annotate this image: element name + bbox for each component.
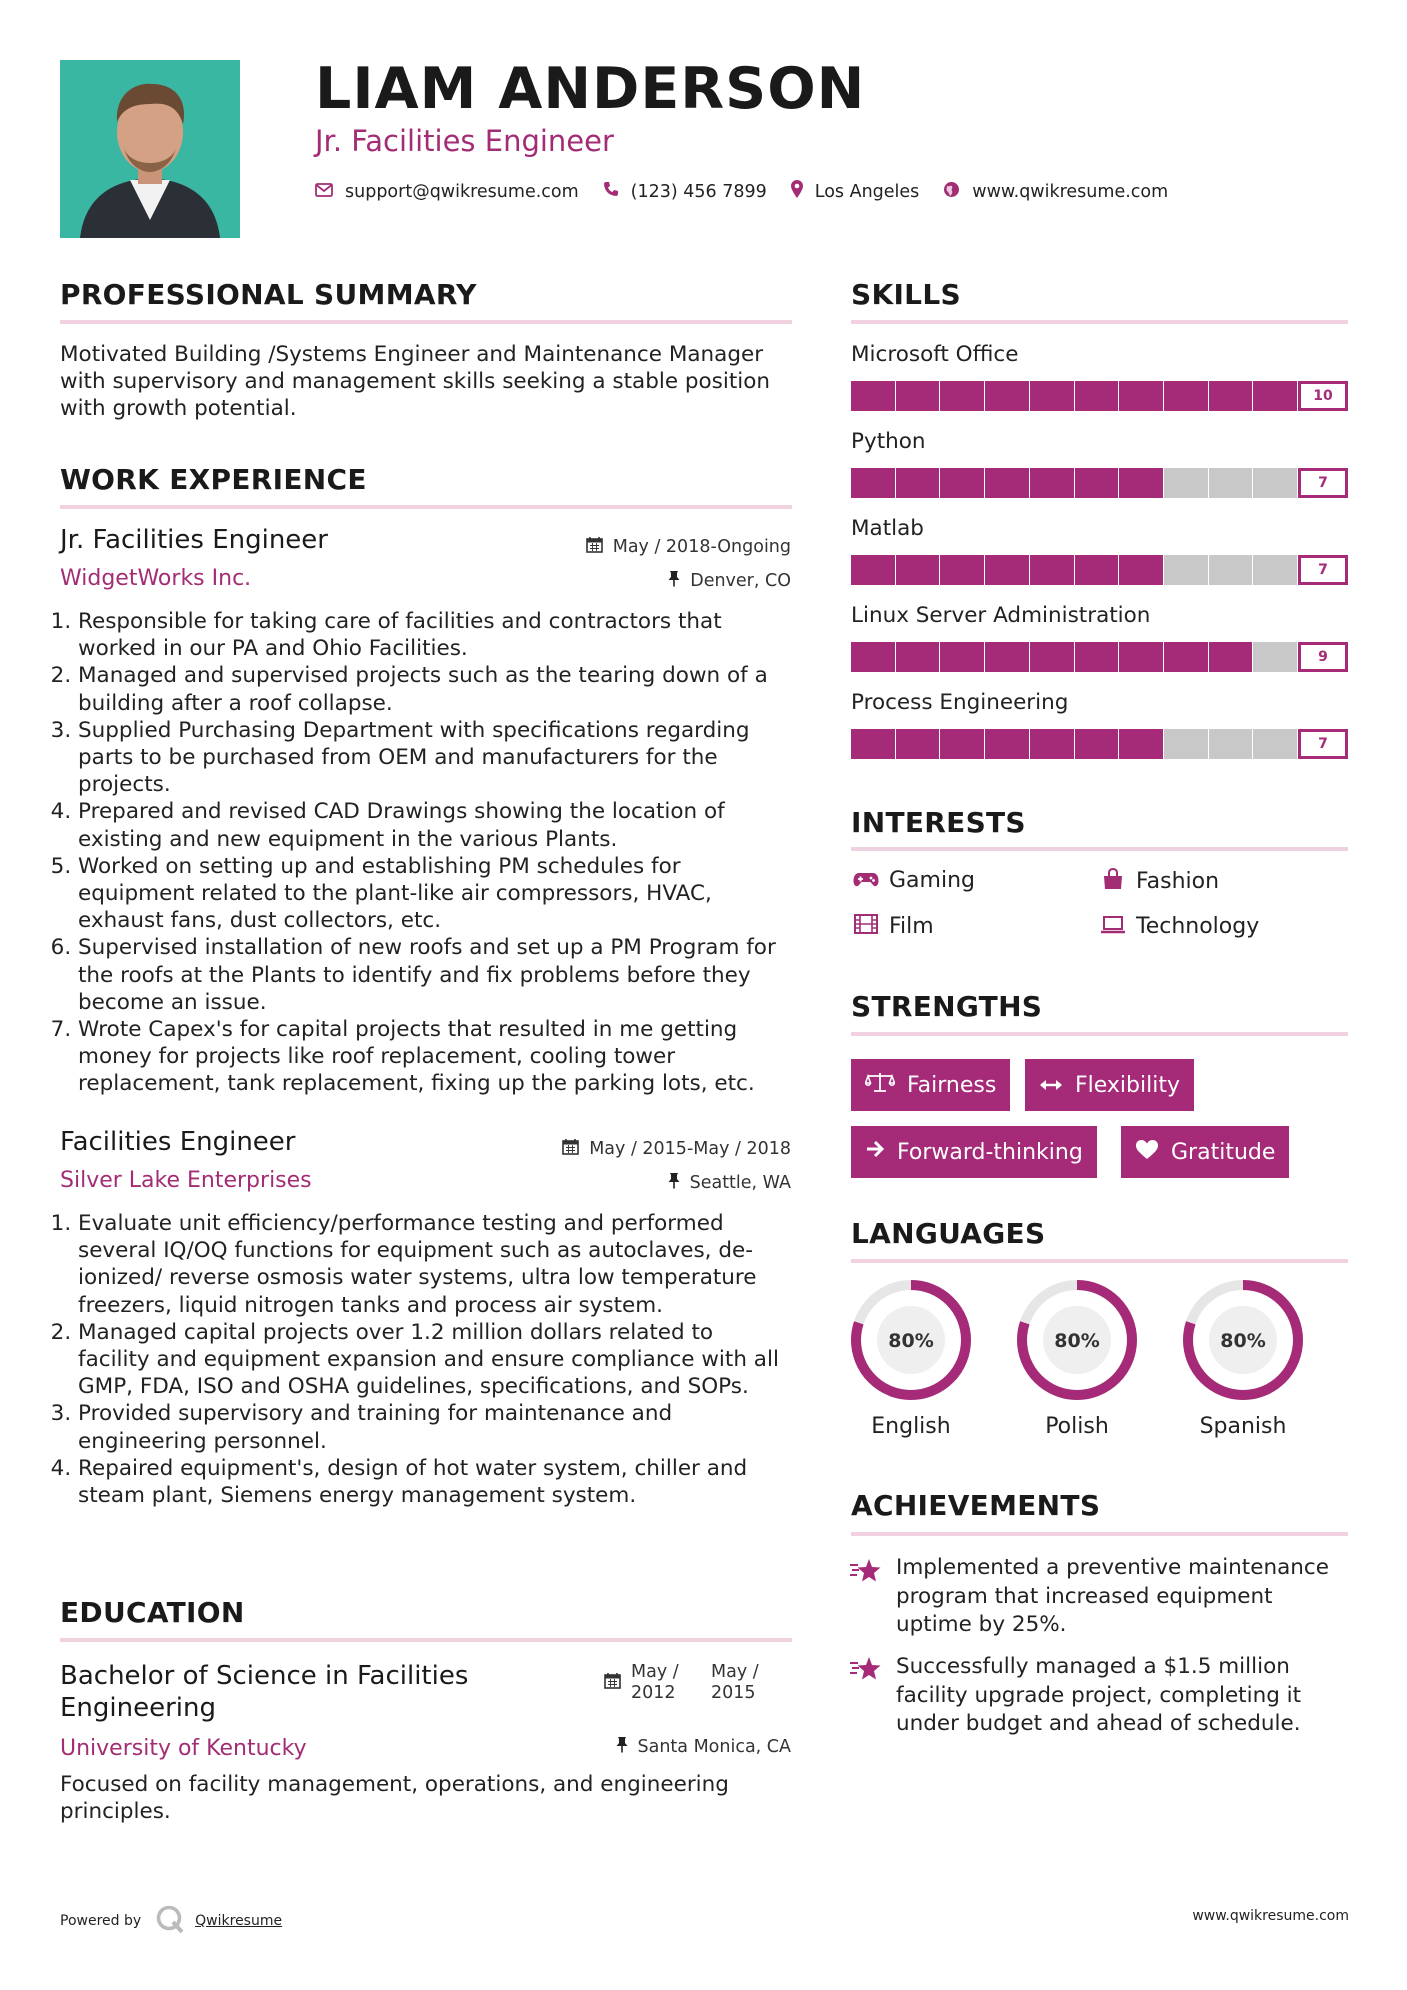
skill-bar-segment bbox=[985, 468, 1029, 498]
job-duties-list bbox=[60, 1210, 788, 1509]
skill-level-value: 9 bbox=[1298, 642, 1348, 672]
skill-bar-segment bbox=[1075, 555, 1119, 585]
education-heading: EDUCATION bbox=[60, 1596, 245, 1629]
degree-title: Bachelor of Science in Facilities Engineering bbox=[60, 1661, 469, 1723]
skill-bar-segment bbox=[1253, 642, 1297, 672]
laptop-icon bbox=[1098, 915, 1128, 939]
experience-heading: WORK EXPERIENCE bbox=[60, 463, 367, 496]
education-start-month: May / bbox=[631, 1662, 679, 1682]
skill-bar-segment bbox=[1209, 468, 1253, 498]
skill-bar-segment bbox=[1119, 729, 1163, 759]
duty-item: 4. Prepared and revised CAD Drawings showing the location of existing and new equipment in the various Plants. bbox=[78, 798, 788, 852]
skill-level-value: 7 bbox=[1298, 729, 1348, 759]
skill-bar-segment bbox=[1075, 729, 1119, 759]
duty-item: 3. Provided supervisory and training for maintenance and engineering personnel. bbox=[78, 1400, 788, 1454]
duty-item: 7. Wrote Capex's for capital projects that resulted in me getting money for projects like roof replacement, cooling tower replacement, tank replacement, fixing up the parking lots, etc. bbox=[78, 1016, 788, 1098]
candidate-name: LIAM ANDERSON bbox=[315, 56, 866, 122]
job-location-text: Denver, CO bbox=[690, 571, 791, 591]
skill-level-bar bbox=[851, 381, 1348, 411]
interest-label: Technology bbox=[1136, 914, 1260, 939]
skill-bar-segment bbox=[1075, 468, 1119, 498]
language-progress-ring bbox=[849, 1278, 973, 1402]
skill-bar-segment bbox=[896, 468, 940, 498]
summary-text: Motivated Building /Systems Engineer and Maintenance Manager with supervisory and management skills seeking a stable position with growth potential. bbox=[60, 342, 771, 421]
contact-email[interactable]: support@qwikresume.com bbox=[345, 181, 579, 202]
skill-level-bar bbox=[851, 468, 1348, 498]
skill-bar-segment bbox=[940, 555, 984, 585]
phone-icon bbox=[603, 181, 619, 202]
skill-bar-segment bbox=[1030, 381, 1074, 411]
language-progress-ring bbox=[1015, 1278, 1139, 1402]
trophy-star-icon bbox=[849, 1655, 883, 1687]
job-title: Jr. Facilities Engineer bbox=[60, 525, 328, 555]
skill-bar-segment bbox=[1164, 468, 1208, 498]
skill-bar-segment bbox=[1253, 381, 1297, 411]
strength-label: Flexibility bbox=[1075, 1072, 1180, 1098]
strength-tag-forward-thinking bbox=[851, 1126, 1097, 1178]
pushpin-icon bbox=[616, 1736, 628, 1758]
strengths-divider bbox=[851, 1032, 1348, 1036]
contact-website[interactable]: www.qwikresume.com bbox=[972, 181, 1169, 202]
pushpin-icon bbox=[668, 570, 680, 592]
calendar-icon bbox=[562, 1138, 579, 1160]
envelope-icon bbox=[315, 181, 333, 202]
job-location bbox=[668, 1172, 791, 1194]
job-dates-text: May / 2015-May / 2018 bbox=[589, 1139, 791, 1159]
skills-divider bbox=[851, 320, 1348, 324]
education-location bbox=[616, 1736, 792, 1758]
interests-divider bbox=[851, 847, 1348, 851]
skill-level-value: 7 bbox=[1298, 555, 1348, 585]
person-portrait-icon bbox=[60, 60, 240, 238]
company-name: Silver Lake Enterprises bbox=[60, 1168, 312, 1193]
education-description: Focused on facility management, operations, and engineering principles. bbox=[60, 1772, 729, 1824]
skill-bar-segment bbox=[896, 642, 940, 672]
interest-item-fashion bbox=[1098, 868, 1219, 895]
skill-bar-segment bbox=[1253, 555, 1297, 585]
calendar-icon bbox=[586, 536, 603, 558]
company-name: WidgetWorks Inc. bbox=[60, 566, 252, 591]
job-dates-text: May / 2018-Ongoing bbox=[612, 537, 791, 557]
shopping-bag-icon bbox=[1098, 868, 1128, 895]
skill-bar-segment bbox=[851, 729, 895, 759]
skill-bar-segment bbox=[1030, 468, 1074, 498]
job-location-text: Seattle, WA bbox=[689, 1173, 791, 1193]
skill-bar-segment bbox=[1164, 555, 1208, 585]
skill-bar-segment bbox=[1119, 468, 1163, 498]
qwikresume-logo-icon bbox=[155, 1904, 185, 1938]
strength-label: Forward-thinking bbox=[897, 1139, 1083, 1165]
duty-item: 3. Supplied Purchasing Department with specifications regarding parts to be purchased from OEM and manufacturers for the projects. bbox=[78, 717, 788, 799]
skill-bar-segment bbox=[1209, 555, 1253, 585]
skill-name: Process Engineering bbox=[851, 690, 1069, 715]
contact-phone[interactable]: (123) 456 7899 bbox=[630, 181, 767, 202]
skill-level-value: 10 bbox=[1298, 381, 1348, 411]
skill-bar-segment bbox=[1075, 642, 1119, 672]
duty-item: 1. Responsible for taking care of facilities and contractors that worked in our PA and Ohio Facilities. bbox=[78, 608, 788, 662]
skill-level-value: 7 bbox=[1298, 468, 1348, 498]
skill-name: Microsoft Office bbox=[851, 342, 1019, 367]
skill-name: Linux Server Administration bbox=[851, 603, 1151, 628]
strength-tag-flexibility bbox=[1025, 1059, 1194, 1111]
duty-item: 6. Supervised installation of new roofs and set up a PM Program for the roofs at the Plants to identify and fix problems before they become an issue. bbox=[78, 934, 788, 1016]
summary-divider bbox=[60, 320, 792, 324]
skill-bar-segment bbox=[985, 642, 1029, 672]
skills-heading: SKILLS bbox=[851, 278, 961, 311]
arrow-right-icon bbox=[865, 1139, 885, 1165]
skill-bar-segment bbox=[985, 729, 1029, 759]
contact-bar bbox=[315, 180, 1192, 203]
achievements-divider bbox=[851, 1532, 1348, 1536]
interest-item-gaming bbox=[851, 868, 975, 893]
interest-item-technology bbox=[1098, 914, 1259, 939]
footer-url[interactable]: www.qwikresume.com bbox=[1192, 1908, 1349, 1924]
arrows-horizontal-icon bbox=[1039, 1073, 1063, 1098]
strength-tag-fairness bbox=[851, 1059, 1010, 1111]
skill-name: Python bbox=[851, 429, 926, 454]
contact-location: Los Angeles bbox=[814, 181, 920, 202]
skill-name: Matlab bbox=[851, 516, 924, 541]
language-progress-ring bbox=[1181, 1278, 1305, 1402]
trophy-star-icon bbox=[849, 1557, 883, 1589]
skill-bar-segment bbox=[985, 555, 1029, 585]
interest-label: Film bbox=[889, 914, 934, 939]
skill-bar-segment bbox=[940, 729, 984, 759]
gamepad-icon bbox=[851, 869, 881, 893]
profile-photo bbox=[60, 60, 240, 238]
education-start-year: 2012 bbox=[631, 1683, 676, 1703]
languages-heading: LANGUAGES bbox=[851, 1217, 1046, 1250]
duty-item: 5. Worked on setting up and establishing PM schedules for equipment related to the plant-like air compressors, HVAC, exhaust fans, dust collectors, etc. bbox=[78, 853, 788, 935]
achievements-heading: ACHIEVEMENTS bbox=[851, 1489, 1101, 1522]
skill-bar-segment bbox=[1253, 729, 1297, 759]
education-start bbox=[631, 1662, 711, 1704]
school-name: University of Kentucky bbox=[60, 1736, 307, 1761]
skill-bar-segment bbox=[1253, 468, 1297, 498]
job-dates bbox=[562, 1138, 791, 1160]
skill-bar-segment bbox=[1030, 642, 1074, 672]
strength-label: Gratitude bbox=[1171, 1139, 1276, 1165]
skill-bar-segment bbox=[1119, 381, 1163, 411]
language-percent: 80% bbox=[1054, 1330, 1100, 1352]
language-percent: 80% bbox=[888, 1330, 934, 1352]
skill-bar-segment bbox=[896, 729, 940, 759]
pushpin-icon bbox=[668, 1172, 680, 1194]
skill-bar-segment bbox=[851, 642, 895, 672]
education-dates bbox=[604, 1662, 771, 1704]
skill-bar-segment bbox=[1164, 642, 1208, 672]
languages-divider bbox=[851, 1259, 1348, 1263]
job-location bbox=[668, 570, 791, 592]
skill-bar-segment bbox=[896, 381, 940, 411]
skill-bar-segment bbox=[896, 555, 940, 585]
strength-tag-gratitude bbox=[1121, 1126, 1289, 1178]
footer-left bbox=[60, 1904, 282, 1938]
job-title: Facilities Engineer bbox=[60, 1127, 296, 1157]
experience-divider bbox=[60, 505, 792, 509]
skill-bar-segment bbox=[1164, 729, 1208, 759]
skill-bar-segment bbox=[1030, 729, 1074, 759]
interest-label: Gaming bbox=[889, 868, 975, 893]
job-duties-list bbox=[60, 608, 788, 1098]
brand-link[interactable]: Qwikresume bbox=[195, 1913, 283, 1929]
skill-bar-segment bbox=[1075, 381, 1119, 411]
skill-bar-segment bbox=[1119, 642, 1163, 672]
education-location-text: Santa Monica, CA bbox=[637, 1737, 791, 1757]
skill-bar-segment bbox=[940, 381, 984, 411]
candidate-title: Jr. Facilities Engineer bbox=[315, 124, 614, 158]
skill-bar-segment bbox=[1119, 555, 1163, 585]
language-name: Polish bbox=[1045, 1414, 1109, 1439]
skill-bar-segment bbox=[940, 642, 984, 672]
powered-by-text: Powered by bbox=[60, 1913, 142, 1929]
heart-icon bbox=[1135, 1139, 1159, 1166]
skill-bar-segment bbox=[1209, 642, 1253, 672]
strengths-heading: STRENGTHS bbox=[851, 990, 1043, 1023]
skill-level-bar bbox=[851, 555, 1348, 585]
interest-item-film bbox=[851, 914, 934, 939]
skill-bar-segment bbox=[985, 381, 1029, 411]
summary-heading: PROFESSIONAL SUMMARY bbox=[60, 278, 477, 311]
skill-bar-segment bbox=[1164, 381, 1208, 411]
film-icon bbox=[851, 914, 881, 939]
skill-bar-segment bbox=[1209, 729, 1253, 759]
achievement-item: Successfully managed a $1.5 million facility upgrade project, completing it under budget and ahead of schedule. bbox=[896, 1654, 1302, 1736]
skill-level-bar bbox=[851, 729, 1348, 759]
globe-icon bbox=[943, 181, 960, 203]
language-name: Spanish bbox=[1199, 1414, 1287, 1439]
skill-bar-segment bbox=[940, 468, 984, 498]
balance-scale-icon bbox=[865, 1071, 895, 1099]
job-dates bbox=[586, 536, 791, 558]
calendar-icon bbox=[604, 1672, 621, 1704]
duty-item: 4. Repaired equipment's, design of hot water system, chiller and steam plant, Siemens energy management system. bbox=[78, 1455, 788, 1509]
skill-bar-segment bbox=[1030, 555, 1074, 585]
strength-label: Fairness bbox=[907, 1072, 997, 1098]
duty-item: 1. Evaluate unit efficiency/performance testing and performed several IQ/OQ functions for equipment such as autoclaves, de-ionized/ reverse osmosis water systems, ultra low temperature freezers, liquid nitrogen tanks and process air system. bbox=[78, 1210, 788, 1319]
duty-item: 2. Managed capital projects over 1.2 million dollars related to facility and equipment expansion and ensure compliance with all GMP, FDA, ISO and OSHA guidelines, specifications, and SOPs. bbox=[78, 1319, 788, 1401]
map-pin-icon bbox=[791, 180, 803, 203]
skill-bar-segment bbox=[1209, 381, 1253, 411]
language-name: English bbox=[871, 1414, 951, 1439]
skill-level-bar bbox=[851, 642, 1348, 672]
achievement-item: Implemented a preventive maintenance program that increased equipment uptime by 25%. bbox=[896, 1555, 1329, 1637]
interests-heading: INTERESTS bbox=[851, 806, 1026, 839]
education-end-year: 2015 bbox=[711, 1683, 756, 1703]
interest-label: Fashion bbox=[1136, 869, 1220, 894]
education-end bbox=[711, 1662, 771, 1704]
skill-bar-segment bbox=[851, 555, 895, 585]
duty-item: 2. Managed and supervised projects such as the tearing down of a building after a roof collapse. bbox=[78, 662, 788, 716]
skill-bar-segment bbox=[851, 381, 895, 411]
language-percent: 80% bbox=[1220, 1330, 1266, 1352]
education-end-month: May / bbox=[711, 1662, 759, 1682]
skill-bar-segment bbox=[851, 468, 895, 498]
education-divider bbox=[60, 1638, 792, 1642]
